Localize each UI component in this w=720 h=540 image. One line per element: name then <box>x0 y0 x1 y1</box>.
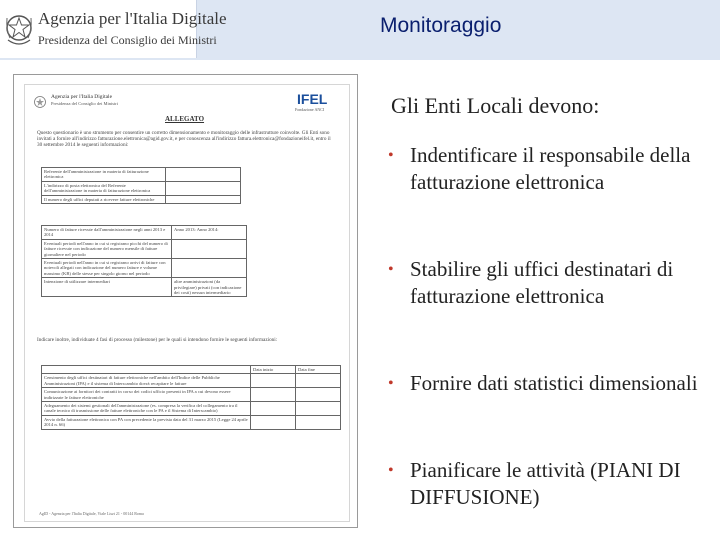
logo-agency-name: Agenzia per l'Italia Digitale <box>38 9 227 28</box>
bullet-text: Fornire dati statistici dimensionali <box>410 371 698 395</box>
bullet-icon: • <box>388 375 394 392</box>
table-cell: Anno 2013: Anno 2014: <box>172 226 247 240</box>
table-row <box>42 239 247 258</box>
italian-republic-emblem-icon <box>4 6 34 50</box>
milestones-table <box>41 365 341 430</box>
table-cell: Referente dell'amministrazione in materia di fatturazione elettronica <box>42 168 166 182</box>
doc-heading: ALLEGATO <box>165 115 205 123</box>
mini-emblem-icon <box>33 93 47 111</box>
table-row <box>42 181 241 195</box>
table-cell: altre amministrazioni (da privilegiare) privati (con indicazione dei costi) nessun intermediario <box>172 278 247 297</box>
table-cell: Censimento degli uffici destinatari di fatture elettroniche nell'ambito dell'Indice delle Pubbliche Amministrazioni (IPA) e il sistema di Interscambio dovrà recapitare le fatture <box>42 374 251 388</box>
table-cell: Eventuali periodi nell'anno in cui si registrano picchi del numero di fatture ricevute con indicazione del numero mensile di fatture giornaliere nel periodo <box>42 239 172 258</box>
bullet-icon: • <box>388 462 394 479</box>
doc-agency-name: Agenzia per l'Italia Digitale <box>51 94 113 100</box>
content-intro: Gli Enti Locali devono: <box>391 93 600 118</box>
bullet-text: Stabilire gli uffici destinatari di fatturazione elettronica <box>410 257 674 308</box>
table-row <box>42 259 247 278</box>
referent-table <box>41 167 241 204</box>
column-header: Data inizio <box>251 366 296 374</box>
table-cell: Avvio della fatturazione elettronica con PA con precedente la prevista data del 31 marzo 2015 (Legge 24 aprile 2014 n. 66) <box>42 415 251 429</box>
column-header: Data fine <box>296 366 341 374</box>
agency-logo <box>0 0 227 58</box>
bullet-text: Pianificare le attività (PIANI DI DIFFUSIONE) <box>410 458 681 509</box>
table-cell: Eventuali periodi nell'anno in cui si registrano arrivi di fatture con notevoli allegati con indicazione del numero fatture e volume massimo (KB) delle stesse per singolo giorno nel periodo <box>42 259 172 278</box>
table-row <box>42 168 241 182</box>
table-cell: Adeguamento dei sistemi gestionali dell'amministrazione (es. compresa la verifica del collegamento tra il canale tecnico di trasmissione delle fatture elettroniche con le PA e il Sistema di Interscambio) <box>42 402 251 416</box>
logo-presidency-name: Presidenza del Consiglio dei Ministri <box>38 33 217 47</box>
table-row <box>42 388 341 402</box>
questionnaire-document <box>24 84 350 522</box>
ifel-subtitle: Fondazione ANCI <box>295 107 325 112</box>
table-row <box>42 374 341 388</box>
bullet-text: Indentificare il responsabile della fatturazione elettronica <box>410 143 691 194</box>
table-row <box>42 226 247 240</box>
table-row <box>42 195 241 203</box>
table-row <box>42 415 341 429</box>
doc-footer: AgID - Agenzia per l'Italia Digitale, Viale Liszt 21 - 00144 Roma <box>39 511 144 516</box>
table-cell: Intenzione di utilizzare intermediari <box>42 278 172 297</box>
table-row <box>42 402 341 416</box>
bullet-icon: • <box>388 147 394 164</box>
table-cell: Il numero degli uffici deputati a ricevere fatture elettroniche <box>42 195 166 203</box>
doc-intro-paragraph: Questo questionario è uno strumento per consentire un corretto dimensionamento e monitoraggio delle infrastrutture coinvolte. Gli Enti sono invitati a fornire all'indirizzo fatturazione.elettronica@agid.gov.it, e per conoscenza all'indirizzo fattura.elettronica@fondazioneifel.it, entro il 30 settembre 2014 le seguenti informazioni: <box>37 130 331 149</box>
table-cell: Numero di fatture ricevute dall'amministrazione negli anni 2013 e 2014 <box>42 226 172 240</box>
doc-milestones-intro: Indicare inoltre, individuate 4 fasi di processo (milestone) per le quali si intendono fornire le seguenti informazioni: <box>37 337 278 343</box>
ifel-logo: IFEL <box>297 91 328 107</box>
slide-title: Monitoraggio <box>380 14 502 37</box>
table-row <box>42 278 247 297</box>
table-header-row <box>42 366 341 374</box>
bullet-icon: • <box>388 261 394 278</box>
doc-presidency-name: Presidenza del Consiglio dei Ministri <box>51 101 118 106</box>
table-cell: Comunicazione ai fornitori dei contratti in corso dei codici ufficio presenti in IPA a cui devono essere indirizzate le fatture elettroniche <box>42 388 251 402</box>
table-cell: L'indirizzo di posta elettronica del Referente dell'amministrazione in materia di fatturazione elettronica <box>42 181 166 195</box>
invoices-table <box>41 225 247 297</box>
